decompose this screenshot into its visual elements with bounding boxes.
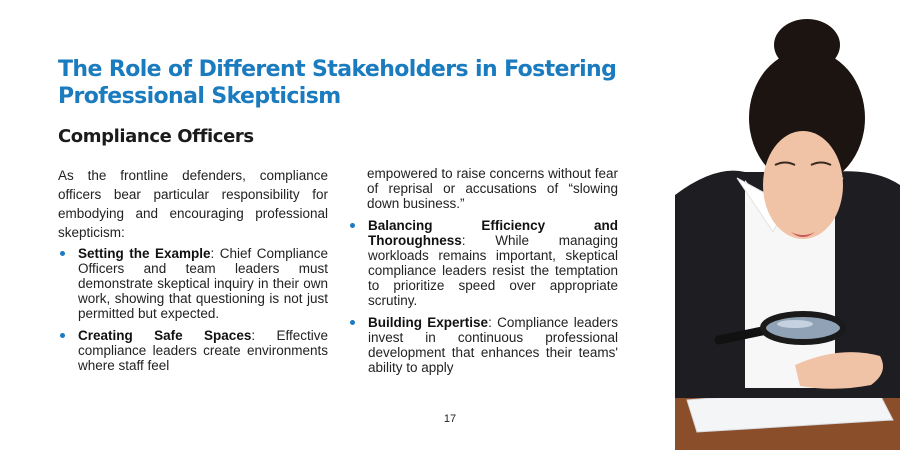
intro-paragraph: As the frontline defenders, compliance officers bear particular responsibility for embodying and encouraging professional skepticism:: [58, 168, 328, 240]
bullet-efficiency: [348, 218, 618, 308]
bullet-lead: Creating Safe Spaces: [78, 328, 252, 343]
bullet-lead: Building Expertise: [368, 315, 489, 330]
lens-highlight: [777, 320, 813, 328]
left-column: [58, 166, 328, 380]
bullet-text: : Chief Compliance Officers and team leaders must demonstrate skeptical inquiry in their own work, showing that questioning is not just permitted but expected.: [78, 246, 328, 321]
bullet-lead: Balancing Efficiency and Thoroughness: [368, 218, 618, 248]
bullet-text: : While managing workloads remains important, skeptical compliance leaders resist the temptation to prioritize speed over appropriate scrutiny.: [368, 233, 618, 308]
bullet-continuation: empowered to raise concerns without fear of reprisal or accusations of “slowing down business.”: [367, 166, 618, 211]
page-title: The Role of Different Stakeholders in Fostering Professional Skepticism: [58, 57, 617, 109]
magnifier-lens: [763, 314, 843, 342]
bullet-safe-spaces: [58, 328, 328, 373]
right-column: [348, 166, 618, 382]
bullet-list-right: [348, 218, 618, 375]
bullet-expertise: [348, 315, 618, 375]
bullet-lead: Setting the Example: [78, 246, 211, 261]
woman-magnifier-photo: [675, 0, 900, 450]
face: [763, 131, 843, 239]
section-heading: Compliance Officers: [58, 126, 254, 147]
bullet-list-left: [58, 246, 328, 373]
bullet-setting-example: [58, 246, 328, 321]
bullet-text: : Effective compliance leaders create environments where staff feel: [78, 328, 329, 373]
page-number: 17: [443, 413, 457, 425]
bullet-text: : Compliance leaders invest in continuous professional development that enhances their teams' ability to apply: [368, 315, 618, 375]
